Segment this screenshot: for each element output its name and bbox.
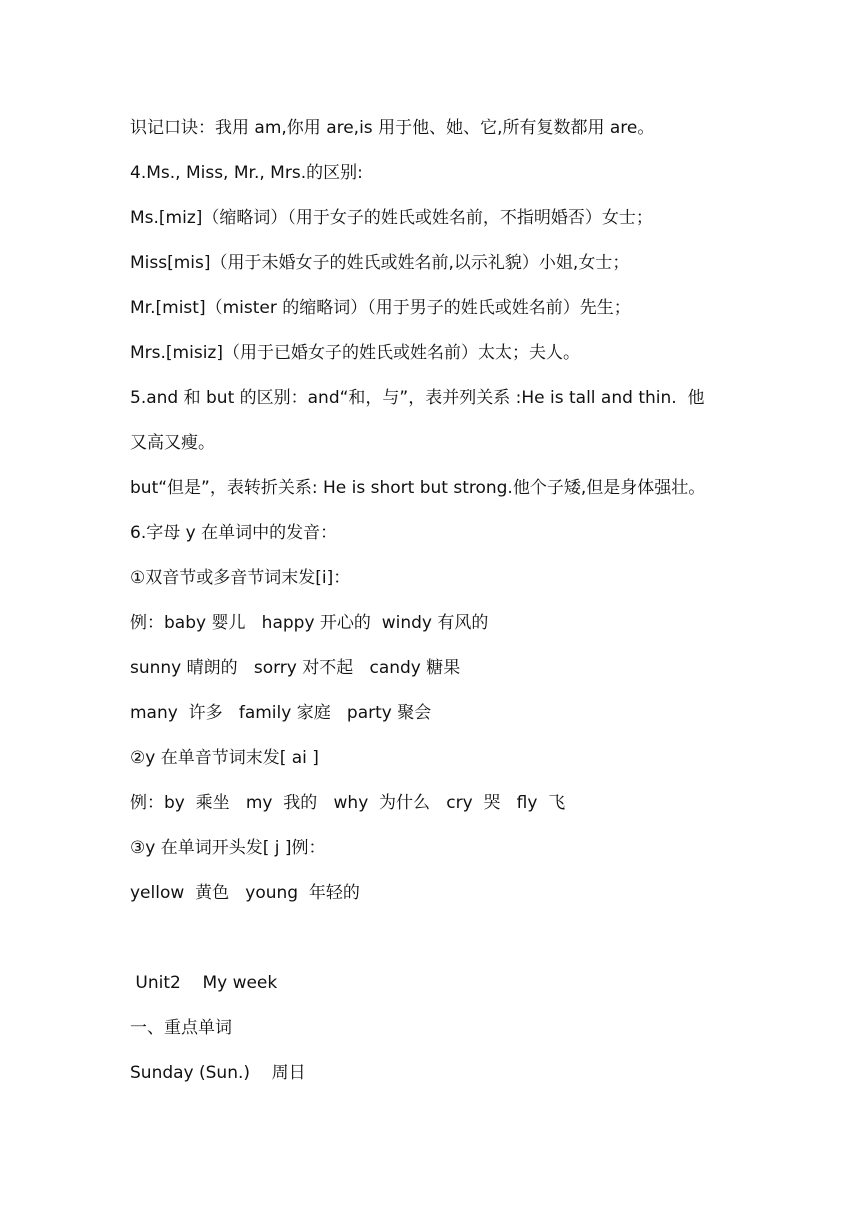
text-line: but“但是”，表转折关系: He is short but strong.他个子矮,但是身体强壮。	[130, 478, 706, 498]
text-line: 5.and 和 but 的区别：and“和，与”，表并列关系 :He is tall and thin. 他	[130, 388, 705, 408]
text-line: 识记口诀：我用 am,你用 are,is 用于他、她、它,所有复数都用 are。	[130, 118, 655, 138]
text-line: Ms.[miz]（缩略词）（用于女子的姓氏或姓名前，不指明婚否）女士；	[130, 208, 653, 228]
text-line: Sunday (Sun.) 周日	[130, 1063, 306, 1083]
text-line: 例：baby 婴儿 happy 开心的 windy 有风的	[130, 613, 489, 633]
text-line: Mr.[mist]（mister 的缩略词）（用于男子的姓氏或姓名前）先生；	[130, 298, 631, 318]
text-line: ②y 在单音节词末发[ ai ]	[130, 748, 319, 768]
text-line: sunny 晴朗的 sorry 对不起 candy 糖果	[130, 658, 461, 678]
section-heading: Unit2 My week	[130, 973, 278, 993]
text-line: ①双音节或多音节词末发[i]：	[130, 568, 351, 588]
text-line: 又高又瘦。	[130, 433, 215, 453]
text-line: 例：by 乘坐 my 我的 why 为什么 cry 哭 fly 飞	[130, 793, 566, 813]
text-line: 6.字母 y 在单词中的发音：	[130, 523, 338, 543]
subsection-heading: 一、重点单词	[130, 1018, 232, 1038]
text-line: many 许多 family 家庭 party 聚会	[130, 703, 432, 723]
text-line: yellow 黄色 young 年轻的	[130, 883, 360, 903]
text-line: ③y 在单词开头发[ j ]例：	[130, 838, 326, 858]
text-line: Miss[mis]（用于未婚女子的姓氏或姓名前,以示礼貌）小姐,女士；	[130, 253, 630, 273]
text-line: Mrs.[misiz]（用于已婚女子的姓氏或姓名前）太太；夫人。	[130, 343, 580, 363]
text-line: 4.Ms., Miss, Mr., Mrs.的区别:	[130, 163, 363, 183]
